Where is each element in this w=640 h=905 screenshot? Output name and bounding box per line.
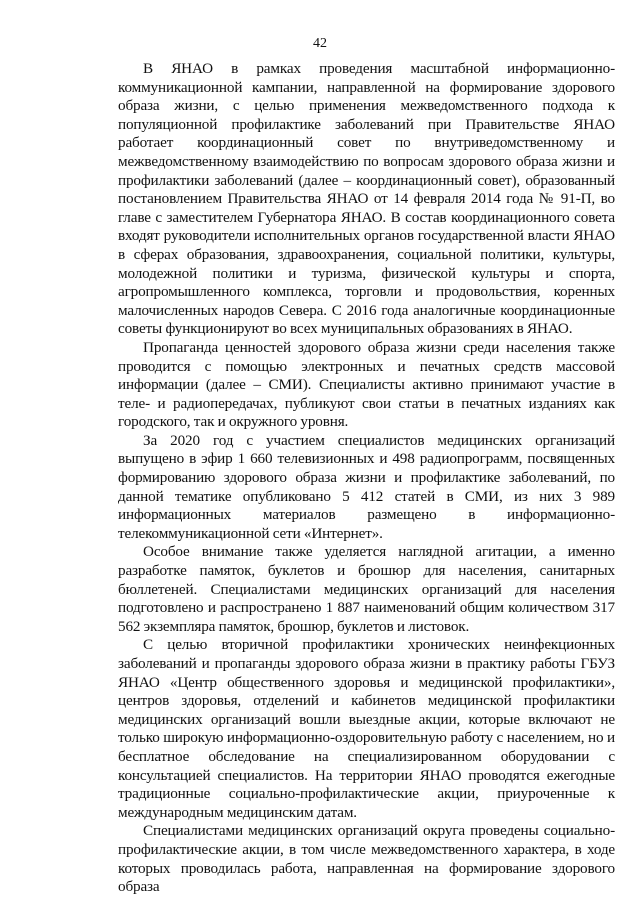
paragraph-secondary-prevention: С целью вторичной профилактики хронических неинфекционных заболеваний и пропаганды здорового образа жизни в практику работы ГБУЗ ЯНАО «Центр общественного здоровья и медицинской профилактики», центров здоровья, отделений и кабинетов медицинской профилактики медицинских организаций вошли выездные акции, которые включают не только широкую информационно-оздоровительную работу с населением, но и бесплатное обследование на специализированном оборудовании с консультацией специалистов. На территории ЯНАО проводятся ежегодные традиционные социально-профилактические акции, приуроченные к международным медицинским датам.	[118, 636, 615, 821]
page-number: 42	[313, 36, 327, 51]
paragraph-social-preventive-actions: Специалистами медицинских организаций округа проведены социально-профилактические акции, в том числе межведомственного характера, в ходе которых проводилась работа, направленная на формирование здорового образа	[118, 822, 615, 896]
paragraph-coordination-council: В ЯНАО в рамках проведения масштабной информационно-коммуникационной кампании, направленной на формирование здорового образа жизни, с целью применения межведомственного подхода к популяционной профилактике заболеваний при Правительстве ЯНАО работает координационный совет по внутриведомственному и межведомственному взаимодействию по вопросам здорового образа жизни и профилактики заболеваний (далее – координационный совет), образованный постановлением Правительства ЯНАО от 14 февраля 2014 года № 91-П, во главе с заместителем Губернатора ЯНАО. В состав координационного совета входят руководители исполнительных органов государственной власти ЯНАО в сферах образования, здравоохранения, социальной политики, культуры, молодежной политики и туризма, физической культуры и спорта, агропромышленного комплекса, торговли и продовольствия, коренных малочисленных народов Севера. С 2016 года аналогичные координационные советы функционируют во всех муниципальных образованиях в ЯНАО.	[118, 60, 615, 338]
paragraph-media-statistics-2020: За 2020 год с участием специалистов медицинских организаций выпущено в эфир 1 660 телевизионных и 498 радиопрограмм, посвященных формированию здорового образа жизни и профилактике заболеваний, по данной тематике опубликовано 5 412 статей в СМИ, из них 3 989 информационных материалов размещено в информационно-телекоммуникационной сети «Интернет».	[118, 431, 615, 542]
paragraph-visual-agitation: Особое внимание также уделяется наглядной агитации, а именно разработке памяток, буклетов и брошюр для населения, санитарных бюллетеней. Специалистами медицинских организаций для населения подготовлено и распространено 1 887 наименований общим количеством 317 562 экземпляра памяток, брошюр, буклетов и листовок.	[118, 543, 615, 635]
paragraph-media-propaganda: Пропаганда ценностей здорового образа жизни среди населения также проводится с помощью электронных и печатных средств массовой информации (далее – СМИ). Специалисты активно принимают участие в теле- и радиопередачах, публикуют свои статьи в печатных изданиях как городского, так и окружного уровня.	[118, 338, 615, 431]
document-text-body	[118, 60, 615, 897]
